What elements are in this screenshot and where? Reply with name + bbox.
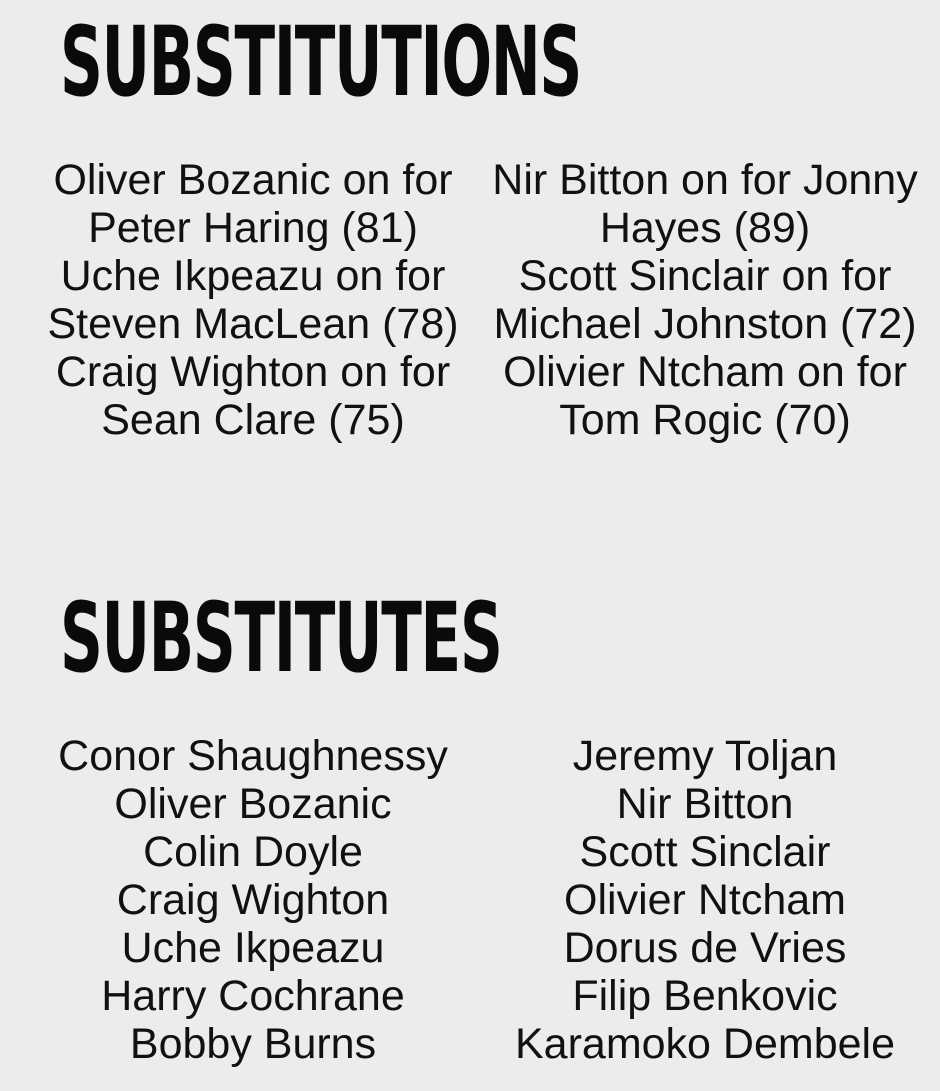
substitute-name: Oliver Bozanic bbox=[114, 780, 392, 828]
substitution-entry: Oliver Bozanic on for Peter Haring (81) bbox=[53, 156, 453, 252]
substitution-entry: Nir Bitton on for Jonny Hayes (89) bbox=[492, 156, 918, 252]
substitutions-heading: SUBSTITUTIONS bbox=[60, 6, 582, 118]
substitute-name: Colin Doyle bbox=[143, 828, 363, 876]
substitute-name: Uche Ikpeazu bbox=[121, 924, 385, 972]
substitutions-left-column bbox=[28, 156, 478, 444]
substitute-name: Nir Bitton bbox=[616, 780, 794, 828]
substitute-name: Dorus de Vries bbox=[563, 924, 847, 972]
substitute-name: Olivier Ntcham bbox=[564, 876, 846, 924]
substitutes-left-column bbox=[28, 732, 478, 1068]
substitution-entry: Uche Ikpeazu on for Steven MacLean (78) bbox=[47, 252, 459, 348]
substitute-name: Jeremy Toljan bbox=[572, 732, 838, 780]
substitute-name: Harry Cochrane bbox=[101, 972, 405, 1020]
substitutes-right-column bbox=[480, 732, 930, 1068]
substitute-name: Craig Wighton bbox=[116, 876, 390, 924]
substitute-name: Conor Shaughnessy bbox=[58, 732, 448, 780]
substitution-entry: Scott Sinclair on for Michael Johnston (72) bbox=[493, 252, 917, 348]
substitute-name: Scott Sinclair bbox=[579, 828, 831, 876]
substitutions-right-column bbox=[480, 156, 930, 444]
substitute-name: Filip Benkovic bbox=[572, 972, 838, 1020]
substitution-entry: Craig Wighton on for Sean Clare (75) bbox=[55, 348, 451, 444]
substitute-name: Karamoko Dembele bbox=[514, 1020, 895, 1068]
substitute-name: Bobby Burns bbox=[129, 1020, 377, 1068]
substitutes-heading: SUBSTITUTES bbox=[60, 582, 502, 694]
substitution-entry: Olivier Ntcham on for Tom Rogic (70) bbox=[503, 348, 907, 444]
